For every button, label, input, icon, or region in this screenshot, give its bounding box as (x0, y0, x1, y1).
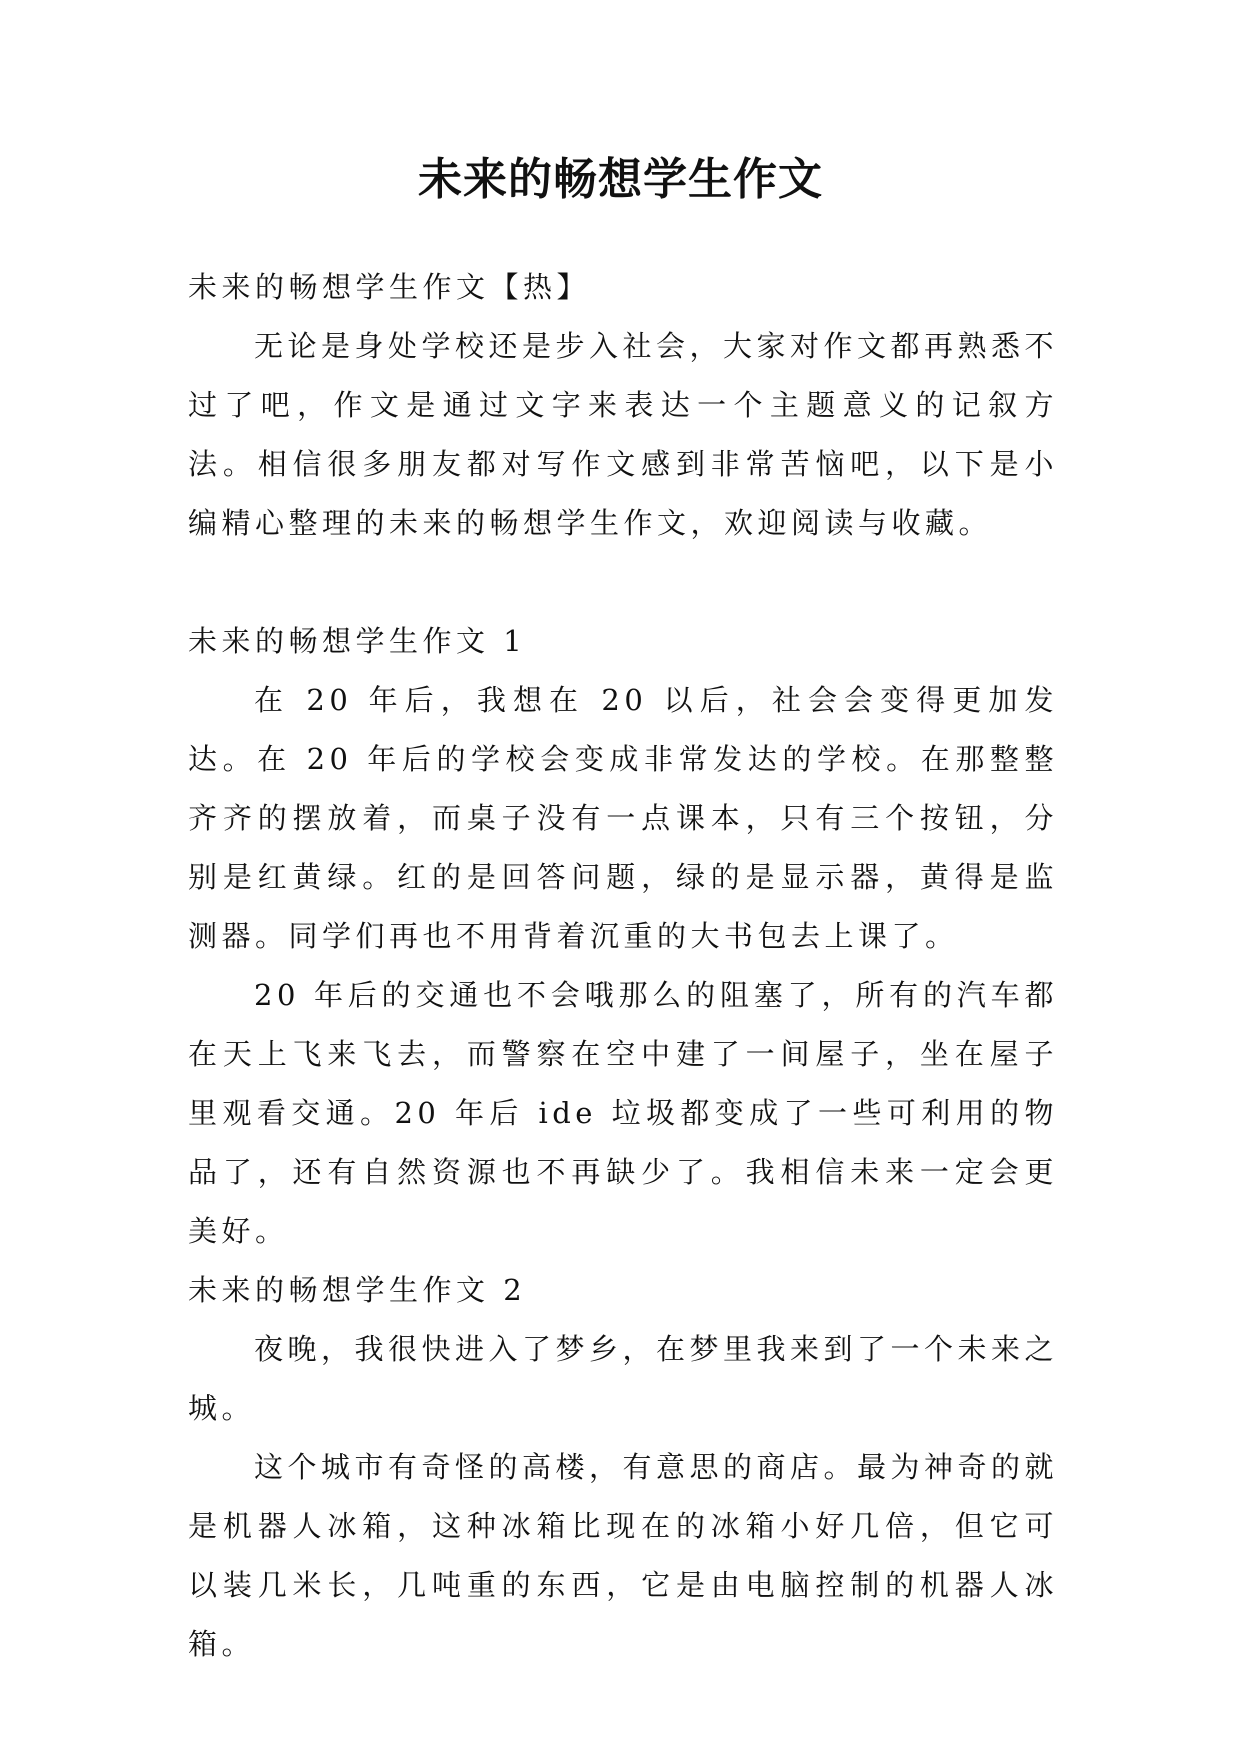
essay2-paragraph: 夜晚，我很快进入了梦乡，在梦里我来到了一个未来之城。 (188, 1332, 1059, 1425)
essay1-paragraph: 20 年后的交通也不会哦那么的阻塞了，所有的汽车都在天上飞来飞去，而警察在空中建了一间屋子，坐在屋子里观看交通。20 年后 ide 垃圾都变成了一些可利用的物品了，还有自然资源也不再缺少了。我相信未来一定会更美好。 (188, 978, 1058, 1248)
document-title: 未来的畅想学生作文 (418, 154, 823, 205)
essay2-heading: 未来的畅想学生作文 2 (188, 1273, 527, 1307)
document-body (188, 258, 1058, 1674)
intro-paragraph: 无论是身处学校还是步入社会，大家对作文都再熟悉不过了吧，作文是通过文字来表达一个主题意义的记叙方法。相信很多朋友都对写作文感到非常苦恼吧，以下是小编精心整理的未来的畅想学生作文，欢迎阅读与收藏。 (188, 329, 1059, 540)
essay2-paragraph: 这个城市有奇怪的高楼，有意思的商店。最为神奇的就是机器人冰箱，这种冰箱比现在的冰箱小好几倍，但它可以装几米长，几吨重的东西，它是由电脑控制的机器人冰箱。 (188, 1450, 1059, 1661)
intro-heading: 未来的畅想学生作文【热】 (188, 270, 591, 304)
essay1-heading: 未来的畅想学生作文 1 (188, 624, 527, 658)
section-spacer (188, 553, 1058, 612)
essay1-paragraph: 在 20 年后，我想在 20 以后，社会会变得更加发达。在 20 年后的学校会变成非常发达的学校。在那整整齐齐的摆放着，而桌子没有一点课本，只有三个按钮，分别是红黄绿。红的是回答问题，绿的是显示器，黄得是监测器。同学们再也不用背着沉重的大书包去上课了。 (188, 683, 1058, 953)
